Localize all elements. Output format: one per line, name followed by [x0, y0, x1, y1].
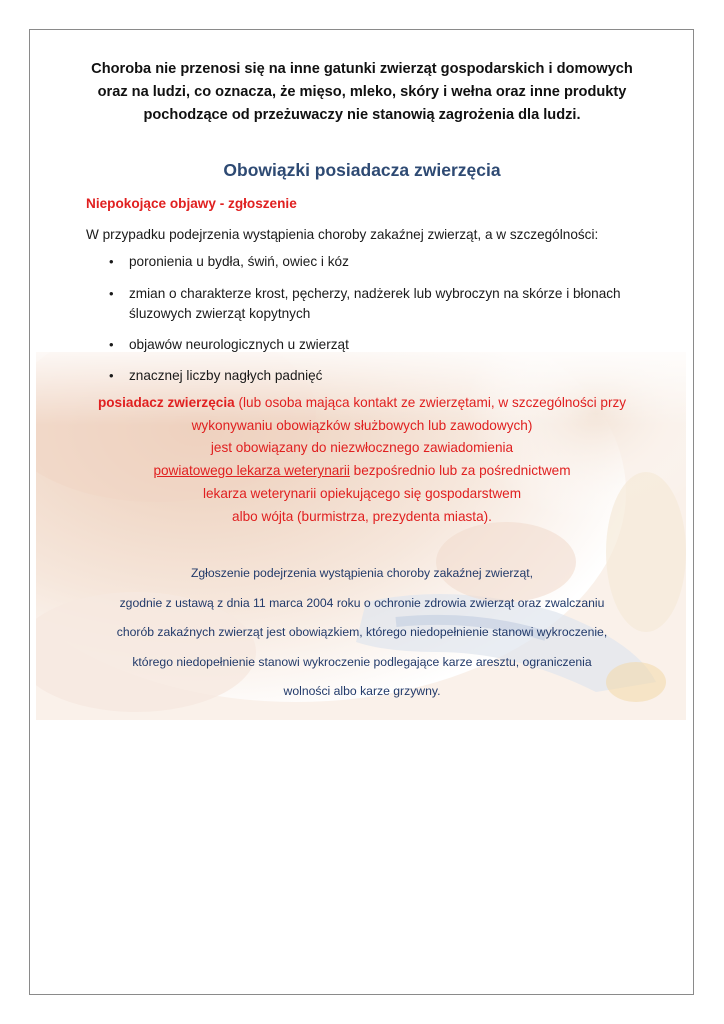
symptom-list: [86, 252, 666, 386]
symptoms-subheading: Niepokojące objawy - zgłoszenie: [86, 196, 297, 211]
list-item: [86, 335, 666, 355]
legal-line: chorób zakaźnych zwierząt jest obowiązkiem, którego niedopełnienie stanowi wykroczenie,: [116, 625, 608, 639]
bullet-icon: •: [109, 286, 114, 301]
notice-line: lekarza weterynarii opiekującego się gospodarstwem: [202, 485, 522, 501]
bullet-icon: •: [109, 337, 114, 352]
list-item: [86, 284, 666, 324]
intro-line: Choroba nie przenosi się na inne gatunki zwierząt gospodarskich i domowych: [91, 61, 633, 77]
intro-line: pochodzące od przeżuwaczy nie stanowią zagrożenia dla ludzi.: [143, 107, 581, 123]
list-item: [86, 366, 666, 386]
list-item-text: zmian o charakterze krost, pęcherzy, nadżerek lub wybroczyn na skórze i błonach: [129, 286, 621, 301]
notice-vet-term: powiatowego lekarza weterynarii: [153, 463, 350, 479]
list-item-text: znacznej liczby nagłych padnięć: [129, 368, 323, 383]
notice-line: jest obowiązany do niezwłocznego zawiadomienia: [210, 440, 514, 456]
notice-line: [60, 460, 664, 483]
list-item: [86, 252, 666, 272]
intro-paragraph: [60, 58, 664, 127]
notice-line: wykonywaniu obowiązków służbowych lub zawodowych): [191, 417, 533, 433]
list-item-text: śluzowych zwierząt kopytnych: [129, 306, 311, 321]
section-title: Obowiązki posiadacza zwierzęcia: [223, 160, 501, 180]
legal-line: Zgłoszenie podejrzenia wystąpienia choroby zakaźnej zwierząt,: [190, 566, 534, 580]
intro-line: oraz na ludzi, co oznacza, że mięso, mleko, skóry i wełna oraz inne produkty: [97, 84, 627, 100]
owner-obligation-notice: [60, 392, 664, 528]
bullet-icon: •: [109, 254, 114, 269]
list-item-text: poronienia u bydła, świń, owiec i kóz: [129, 254, 349, 269]
legal-line: którego niedopełnienie stanowi wykroczenie podlegające karze aresztu, ograniczenia: [132, 654, 592, 669]
notice-line: [60, 392, 664, 415]
notice-text: bezpośrednio lub za pośrednictwem: [349, 463, 571, 479]
notice-text: (lub osoba mająca kontakt ze zwierzętami, w szczególności przy: [234, 395, 627, 410]
lead-sentence: W przypadku podejrzenia wystąpienia choroby zakaźnej zwierząt, a w szczególności:: [86, 227, 599, 242]
list-item-text: objawów neurologicznych u zwierząt: [129, 337, 349, 352]
legal-line: zgodnie z ustawą z dnia 11 marca 2004 roku o ochronie zdrowia zwierząt oraz zwalczaniu: [119, 595, 605, 610]
legal-line: wolności albo karze grzywny.: [283, 684, 441, 698]
notice-owner-term: posiadacz zwierzęcia: [97, 395, 235, 410]
bullet-icon: •: [109, 368, 114, 383]
notice-line: albo wójta (burmistrza, prezydenta miasta).: [232, 508, 492, 524]
legal-notice: [60, 559, 664, 707]
